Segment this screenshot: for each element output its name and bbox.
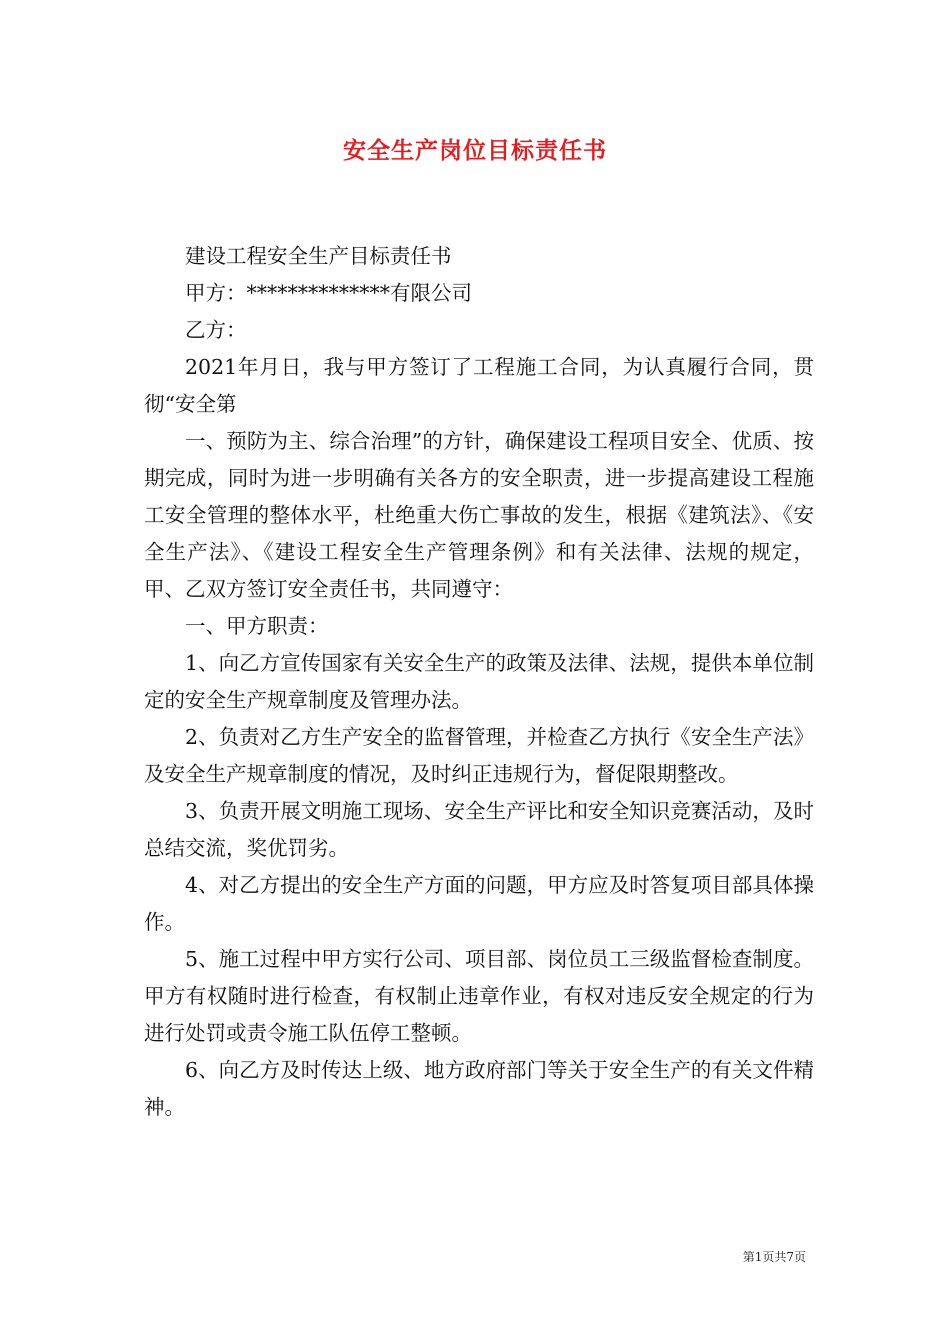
- paragraph: 2021年月日，我与甲方签订了工程施工合同，为认真履行合同，贯彻“安全第: [144, 355, 814, 416]
- page-number: 第1页共7页: [742, 1250, 806, 1264]
- paragraph: 5、施工过程中甲方实行公司、项目部、岗位员工三级监督检查制度。甲方有权随时进行检查，有权制止违章作业，有权对违反安全规定的行为进行处罚或责令施工队伍停工整顿。: [144, 947, 814, 1045]
- paragraph: 一、甲方职责：: [185, 614, 329, 638]
- document-title: 安全生产岗位目标责任书: [343, 138, 607, 164]
- paragraph: 建设工程安全生产目标责任书: [185, 244, 452, 268]
- paragraph: 2、负责对乙方生产安全的监督管理，并检查乙方执行《安全生产法》及安全生产规章制度的情况，及时纠正违规行为，督促限期整改。: [144, 725, 814, 786]
- paragraph: 6、向乙方及时传达上级、地方政府部门等关于安全生产的有关文件精神。: [144, 1058, 814, 1119]
- paragraph: 4、对乙方提出的安全生产方面的问题，甲方应及时答复项目部具体操作。: [144, 873, 814, 934]
- paragraph: 一、预防为主、综合治理”的方针，确保建设工程项目安全、优质、按期完成，同时为进一步明确有关各方的安全职责，进一步提高建设工程施工安全管理的整体水平，杜绝重大伤亡事故的发生，根据《建筑法》、《安全生产法》、《建设工程安全生产管理条例》和有关法律、法规的规定，甲、乙双方签订安全责任书，共同遵守：: [144, 429, 814, 601]
- paragraph: 3、负责开展文明施工现场、安全生产评比和安全知识竞赛活动，及时总结交流，奖优罚劣。: [144, 799, 814, 860]
- paragraph: 甲方：**************有限公司: [185, 281, 472, 305]
- paragraph: 乙方：: [185, 318, 247, 342]
- paragraph: 1、向乙方宣传国家有关安全生产的政策及法律、法规，提供本单位制定的安全生产规章制度及管理办法。: [144, 651, 814, 712]
- document-body: [144, 238, 814, 1126]
